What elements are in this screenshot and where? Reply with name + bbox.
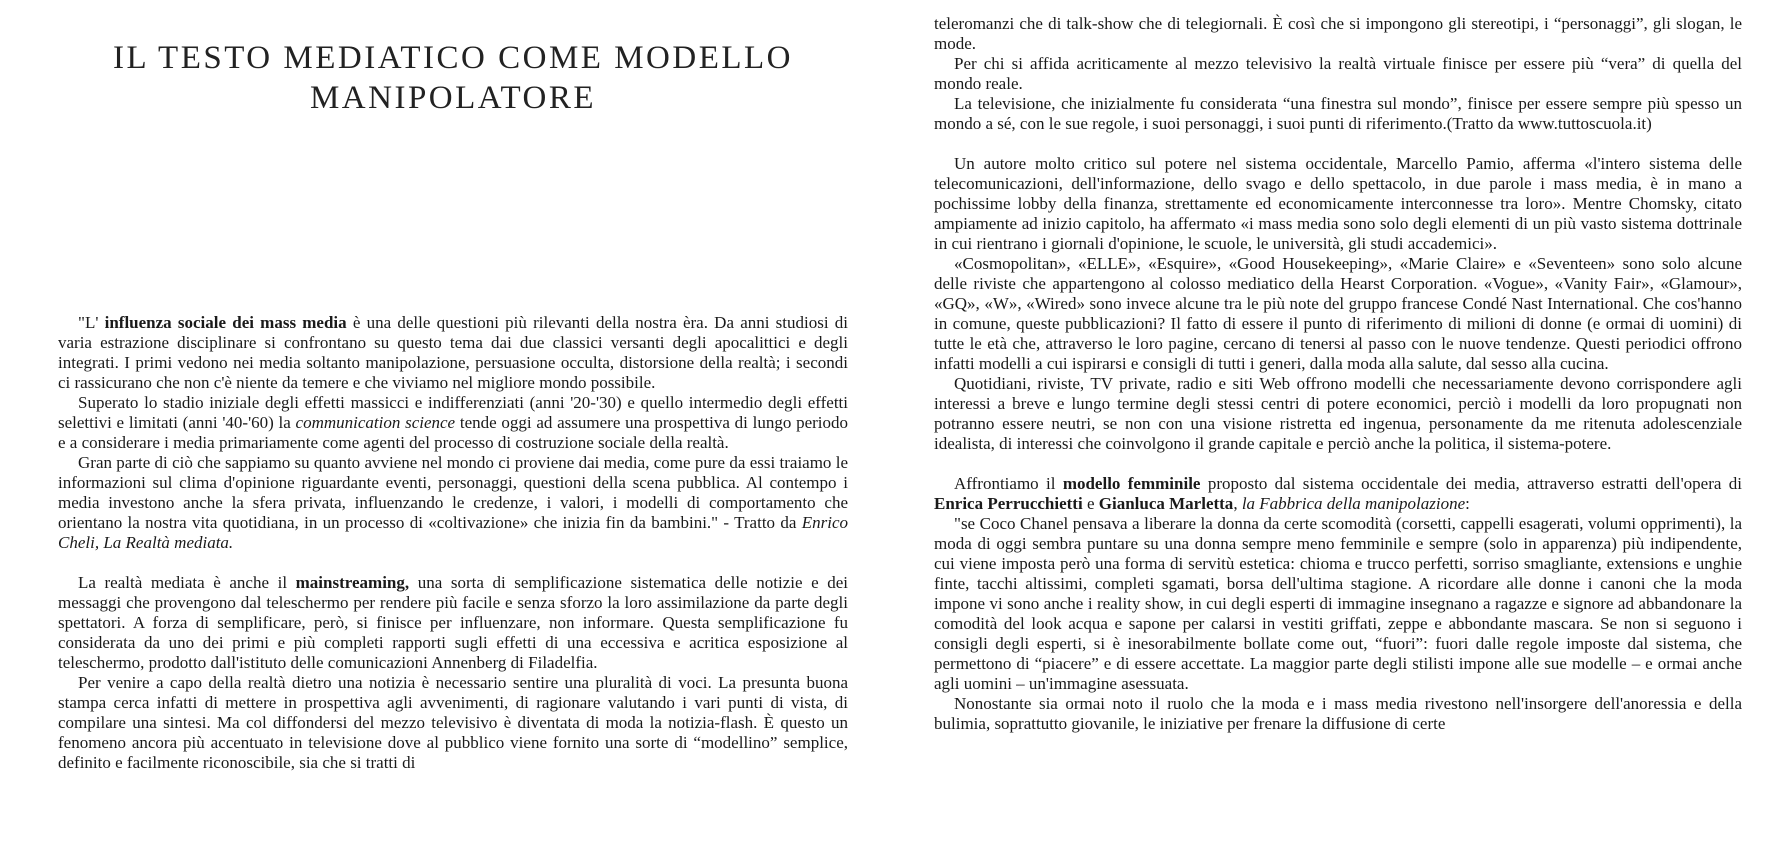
text-run: Superato lo stadio iniziale degli effetti massicci e indifferenziati (anni '20-'30) e quello intermedio degli effetti selettivi e limitati (anni '40-'60) la [58,393,848,432]
text-run: : [1465,494,1470,513]
bold-text: Enrica Perrucchietti [934,494,1083,513]
text-run: Un autore molto critico sul potere nel sistema occidentale, Marcello Pamio, afferma «l'intero sistema delle telecomunicazioni, dell'informazione, dello svago e dello spettacolo, in due parole i mass media, è in mano a pochissime lobby della finanza, strettamente ed economicamente interconnesse tra loro». Mentre Chomsky, citato ampiamente ad inizio capitolo, ha affermato «i mass media sono solo degli elementi di un più vasto sistema dottrinale in cui rientrano i giornali d'opinione, le scuole, le università, gli studi accademici». [934,154,1742,253]
text-run: Quotidiani, riviste, TV private, radio e siti Web offrono modelli che necessariamente devono corrispondere agli interessi a breve e lungo termine degli stessi centri di potere economici, perciò i modelli da loro propugnati non potranno essere neutri, se non con una visione ristretta ed ingenua, personamente da me ritenuta adolescenziale idealista, di interessi che coinvolgono il grande capitale e perciò anche la politica, il sistema-potere. [934,374,1742,453]
paragraph [934,474,1742,514]
paragraph [934,54,1742,94]
paragraph [58,453,848,553]
text-run: «Cosmopolitan», «ELLE», «Esquire», «Good Housekeeping», «Marie Claire» e «Seventeen» sono solo alcune delle riviste che appartengono al colosso mediatico della Hearst Corporation. «Vogue», «Vanity Fair», «Glamour», «GQ», «W», «Wired» sono invece alcune tra le più note del gruppo francese Condé Nast International. Che cos'hanno in comune, queste pubblicazioni? Il fatto di essere il punto di riferimento di milioni di donne (e ormai di uomini) di tutte le età che, attraverso le loro pagine, cercano di tenersi al passo con le nuove tendenze. Questi periodici offrono infatti modelli a cui ispirarsi e consigli di tutti i generi, dalla moda alla salute, dal sesso alla cucina. [934,254,1742,373]
paragraph [934,94,1742,134]
text-run: La realtà mediata è anche il [78,573,296,592]
paragraph [934,254,1742,374]
bold-text: influenza sociale dei mass media [104,313,347,332]
text-run: , [1233,494,1242,513]
text-run: La televisione, che inizialmente fu considerata “una finestra sul mondo”, finisce per essere sempre più spesso un mondo a sé, con le sue regole, i suoi personaggi, i suoi punti di riferimento.(Tratto da www.tuttoscuola.it) [934,94,1742,133]
paragraph [934,374,1742,454]
paragraph [58,673,848,773]
text-run: Gran parte di ciò che sappiamo su quanto avviene nel mondo ci proviene dai media, come pure da essi traiamo le informazioni sul clima d'opinione riguardante eventi, personaggi, questioni della scena pubblica. Al contempo i media investono anche la sfera privata, influenzando le credenze, i valori, i modelli di comportamento che orientano la nostra vita quotidiana, in un processo di «coltivazione» che inizia fin da bambini." - Tratto da [58,453,848,532]
title-line-1: IL TESTO MEDIATICO COME MODELLO [112,40,794,76]
text-run: "se Coco Chanel pensava a liberare la donna da certe scomodità (corsetti, cappelli esagerati, volumi opprimenti), la moda di oggi sembra puntare su una donna sempre meno femminile e sempre (solo in apparenza) più indipendente, cui viene imposta però una forma di servitù estetica: chioma e trucco perfetti, sorriso smagliante, extensions e unghie finte, tacchi altissimi, completi sgamati, borsa dell'ultima stagione. A ricordare alle donne i canoni che la moda impone vi sono anche i reality show, in cui degli esperti di immagine insegnano a ragazze e signore ad abbandonare la comodità del look acqua e sapone per calarsi in vestiti griffati, zeppe e abbondante mascara. Se non si seguono i consigli degli esperti, si è inesorabilmente bollate come out, “fuori”: fuori dalle regole imposte dal sistema, che permettono di “piacere” e di essere accettate. La maggior parte degli stilisti impone alle sue modelle – e ormai anche agli uomini – un'immagine asessuata. [934,514,1742,693]
paragraph [58,573,848,673]
text-run: Per venire a capo della realtà dietro una notizia è necessario sentire una pluralità di voci. La presunta buona stampa cerca infatti di mettere in prospettiva agli avvenimenti, di ragionare valutando i vari punti di vista, di compilare una sintesi. Ma col diffondersi del mezzo televisivo è diventata di moda la notizia-flash. È questo un fenomeno ancora più accentuato in televisione dove al pubblico viene fornito una sorte di “modellino” semplice, definito e facilmente riconoscibile, sia che si tratti di [58,673,848,772]
italic-text: communication science [295,413,456,432]
italic-text: Enrico Cheli, La Realtà mediata. [58,513,848,552]
left-page [58,0,849,772]
text-run: una sorta di semplificazione sistematica delle notizie e dei messaggi che provengono dal teleschermo per rendere più facile e senza sforzo la loro assimilazione da parte degli spettatori. A forza di semplificare, però, si finisce per influenzare, non informare. Questa semplificazione fu considerata da uno dei primi e più completi rapporti sugli effetti di una eccessiva e acritica esposizione al teleschermo, prodotto dall'istituto delle comunicazioni Annenberg di Filadelfia. [58,573,849,672]
page-title [58,0,848,118]
bold-text: Gianluca Marletta [1098,494,1234,513]
bold-text: mainstreaming, [295,573,410,592]
paragraph [934,514,1742,694]
text-run: Affrontiamo il [954,474,1063,493]
text-run: teleromanzi che di talk-show che di telegiornali. È così che si impongono gli stereotipi, i “personaggi”, gli slogan, le mode. [934,14,1742,53]
paragraph [58,393,848,453]
left-body-text [58,313,848,773]
paragraph-gap [934,454,1742,474]
text-run: e [1082,494,1099,513]
title-line-2: MANIPOLATORE [309,80,597,116]
bold-text: modello femminile [1062,474,1201,493]
text-run: Nonostante sia ormai noto il ruolo che la moda e i mass media rivestono nell'insorgere dell'anoressia e della bulimia, soprattutto giovanile, le iniziative per frenare la diffusione di certe [934,694,1742,733]
text-run: "L' [78,313,105,332]
italic-text: la Fabbrica della manipolazione [1241,494,1466,513]
text-run: tende oggi ad assumere una prospettiva di lungo periodo e a considerare i media primariamente come agenti del processo di costruzione sociale della realtà. [58,413,849,452]
paragraph-gap [934,134,1742,154]
paragraph [934,14,1742,54]
paragraph [58,313,848,393]
paragraph [934,694,1742,734]
text-run: è una delle questioni più rilevanti della nostra èra. Da anni studiosi di varia estrazione disciplinare si confrontano su questo tema dai due classici versanti degli apocalittici e degli integrati. I primi vedono nei media soltanto manipolazione, persuasione occulta, distorsione della realtà; i secondi ci rassicurano che non c'è niente da temere e che viviamo nel migliore mondo possibile. [58,313,849,392]
text-run: Per chi si affida acriticamente al mezzo televisivo la realtà virtuale finisce per essere più “vera” di quella del mondo reale. [934,54,1742,93]
paragraph [934,154,1742,254]
text-run: proposto dal sistema occidentale dei media, attraverso estratti dell'opera di [1200,474,1742,493]
paragraph-gap [58,553,848,573]
right-body-text [934,14,1742,734]
